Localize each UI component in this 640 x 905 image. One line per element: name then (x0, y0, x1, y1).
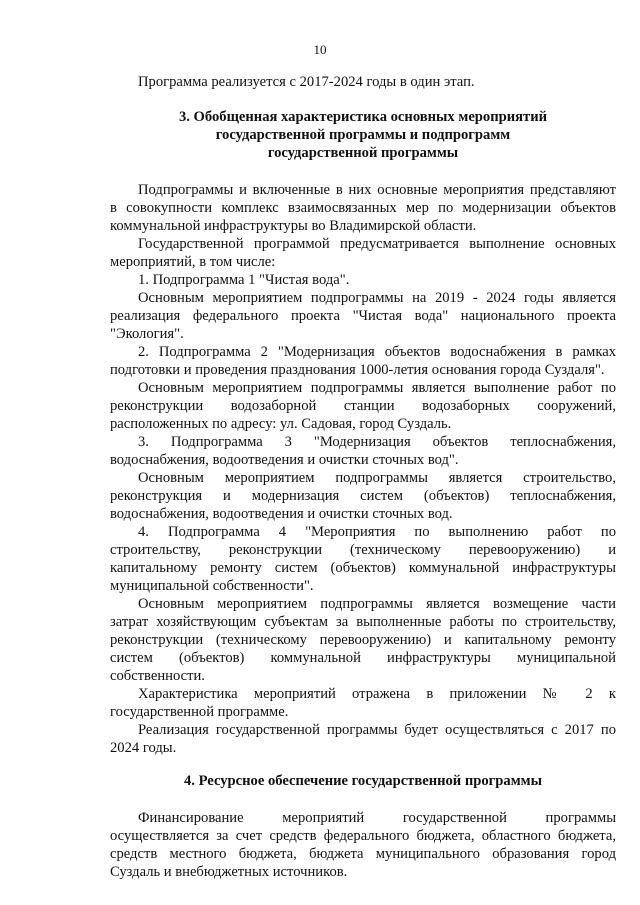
s3-line-29: государственной программе. (110, 704, 289, 720)
intro-sentence: Программа реализуется с 2017-2024 годы в один этап. (138, 74, 475, 90)
s3-line-21: капитальному ремонту систем (объектов) коммунальной инфраструктуры (110, 560, 616, 576)
s3-line-20: строительству, реконструкции (техническому перевооружению) и (110, 542, 616, 558)
s3-line-5: 1. Подпрограмма 1 "Чистая вода". (138, 272, 350, 288)
s3-line-18: водоснабжения, водоотведения и очистки сточных вод. (110, 506, 453, 522)
section3-heading-line3: государственной программы (267, 145, 459, 161)
section4-heading: 4. Ресурсное обеспечение государственной программы (183, 773, 543, 789)
s3-line-0: Подпрограммы и включенные в них основные мероприятия представляют (138, 182, 616, 198)
s3-line-24: затрат хозяйствующим субъектам за выполненные работы по строительству, (110, 614, 616, 630)
s3-line-11: Основным мероприятием подпрограммы является выполнение работ по (138, 380, 616, 396)
s4-line-2: средств местного бюджета, бюджета муниципального образования город (110, 846, 616, 862)
s3-line-16: Основным мероприятием подпрограммы является строительство, (138, 470, 616, 486)
s4-line-1: осуществляется за счет средств федерального бюджета, областного бюджета, (110, 828, 616, 844)
s3-line-22: муниципальной собственности". (110, 578, 314, 594)
s4-line-3: Суздаль и внебюджетных источников. (110, 864, 348, 880)
s3-line-6: Основным мероприятием подпрограммы на 2019 - 2024 годы является (138, 290, 616, 306)
s3-line-30: Реализация государственной программы будет осуществляться с 2017 по (138, 722, 616, 738)
s4-line-0: Финансирование мероприятий государственной программы (138, 810, 616, 826)
s3-line-7: реализация федерального проекта "Чистая вода" национального проекта (110, 308, 616, 324)
s3-line-27: собственности. (110, 668, 205, 684)
s3-line-23: Основным мероприятием подпрограммы является возмещение части (138, 596, 616, 612)
s3-line-25: реконструкции (техническому перевооружению) и капитальному ремонту (110, 632, 616, 648)
s3-line-31: 2024 годы. (110, 740, 177, 756)
s3-line-9: 2. Подпрограмма 2 "Модернизация объектов водоснабжения в рамках (138, 344, 616, 360)
s3-line-17: реконструкция и модернизация систем (объектов) теплоснабжения, (110, 488, 616, 504)
s3-line-12: реконструкции водозаборной станции водозаборных сооружений, (110, 398, 616, 414)
s3-line-3: Государственной программой предусматривается выполнение основных (138, 236, 616, 252)
s3-line-2: коммунальной инфраструктуры во Владимирской области. (110, 218, 477, 234)
s3-line-8: "Экология". (110, 326, 184, 342)
s3-line-19: 4. Подпрограмма 4 "Мероприятия по выполнению работ по (138, 524, 616, 540)
section3-heading-line1: 3. Обобщенная характеристика основных мероприятий (178, 109, 548, 125)
page-number: 10 (313, 42, 327, 57)
s3-line-15: водоснабжения, водоотведения и очистки сточных вод". (110, 452, 459, 468)
s3-line-4: мероприятий, в том числе: (110, 254, 276, 270)
s3-line-26: систем (объектов) коммунальной инфраструктуры муниципальной (110, 650, 616, 666)
s3-line-1: в совокупности комплекс взаимосвязанных мер по модернизации объектов (110, 200, 616, 216)
s3-line-28: Характеристика мероприятий отражена в приложении № 2 к (138, 686, 616, 702)
s3-line-14: 3. Подпрограмма 3 "Модернизация объектов теплоснабжения, (138, 434, 616, 450)
s3-line-13: расположенных по адресу: ул. Садовая, город Суздаль. (110, 416, 452, 432)
section3-heading-line2: государственной программы и подпрограмм (215, 127, 511, 143)
s3-line-10: подготовки и проведения празднования 1000-летия основания города Суздаля". (110, 362, 605, 378)
